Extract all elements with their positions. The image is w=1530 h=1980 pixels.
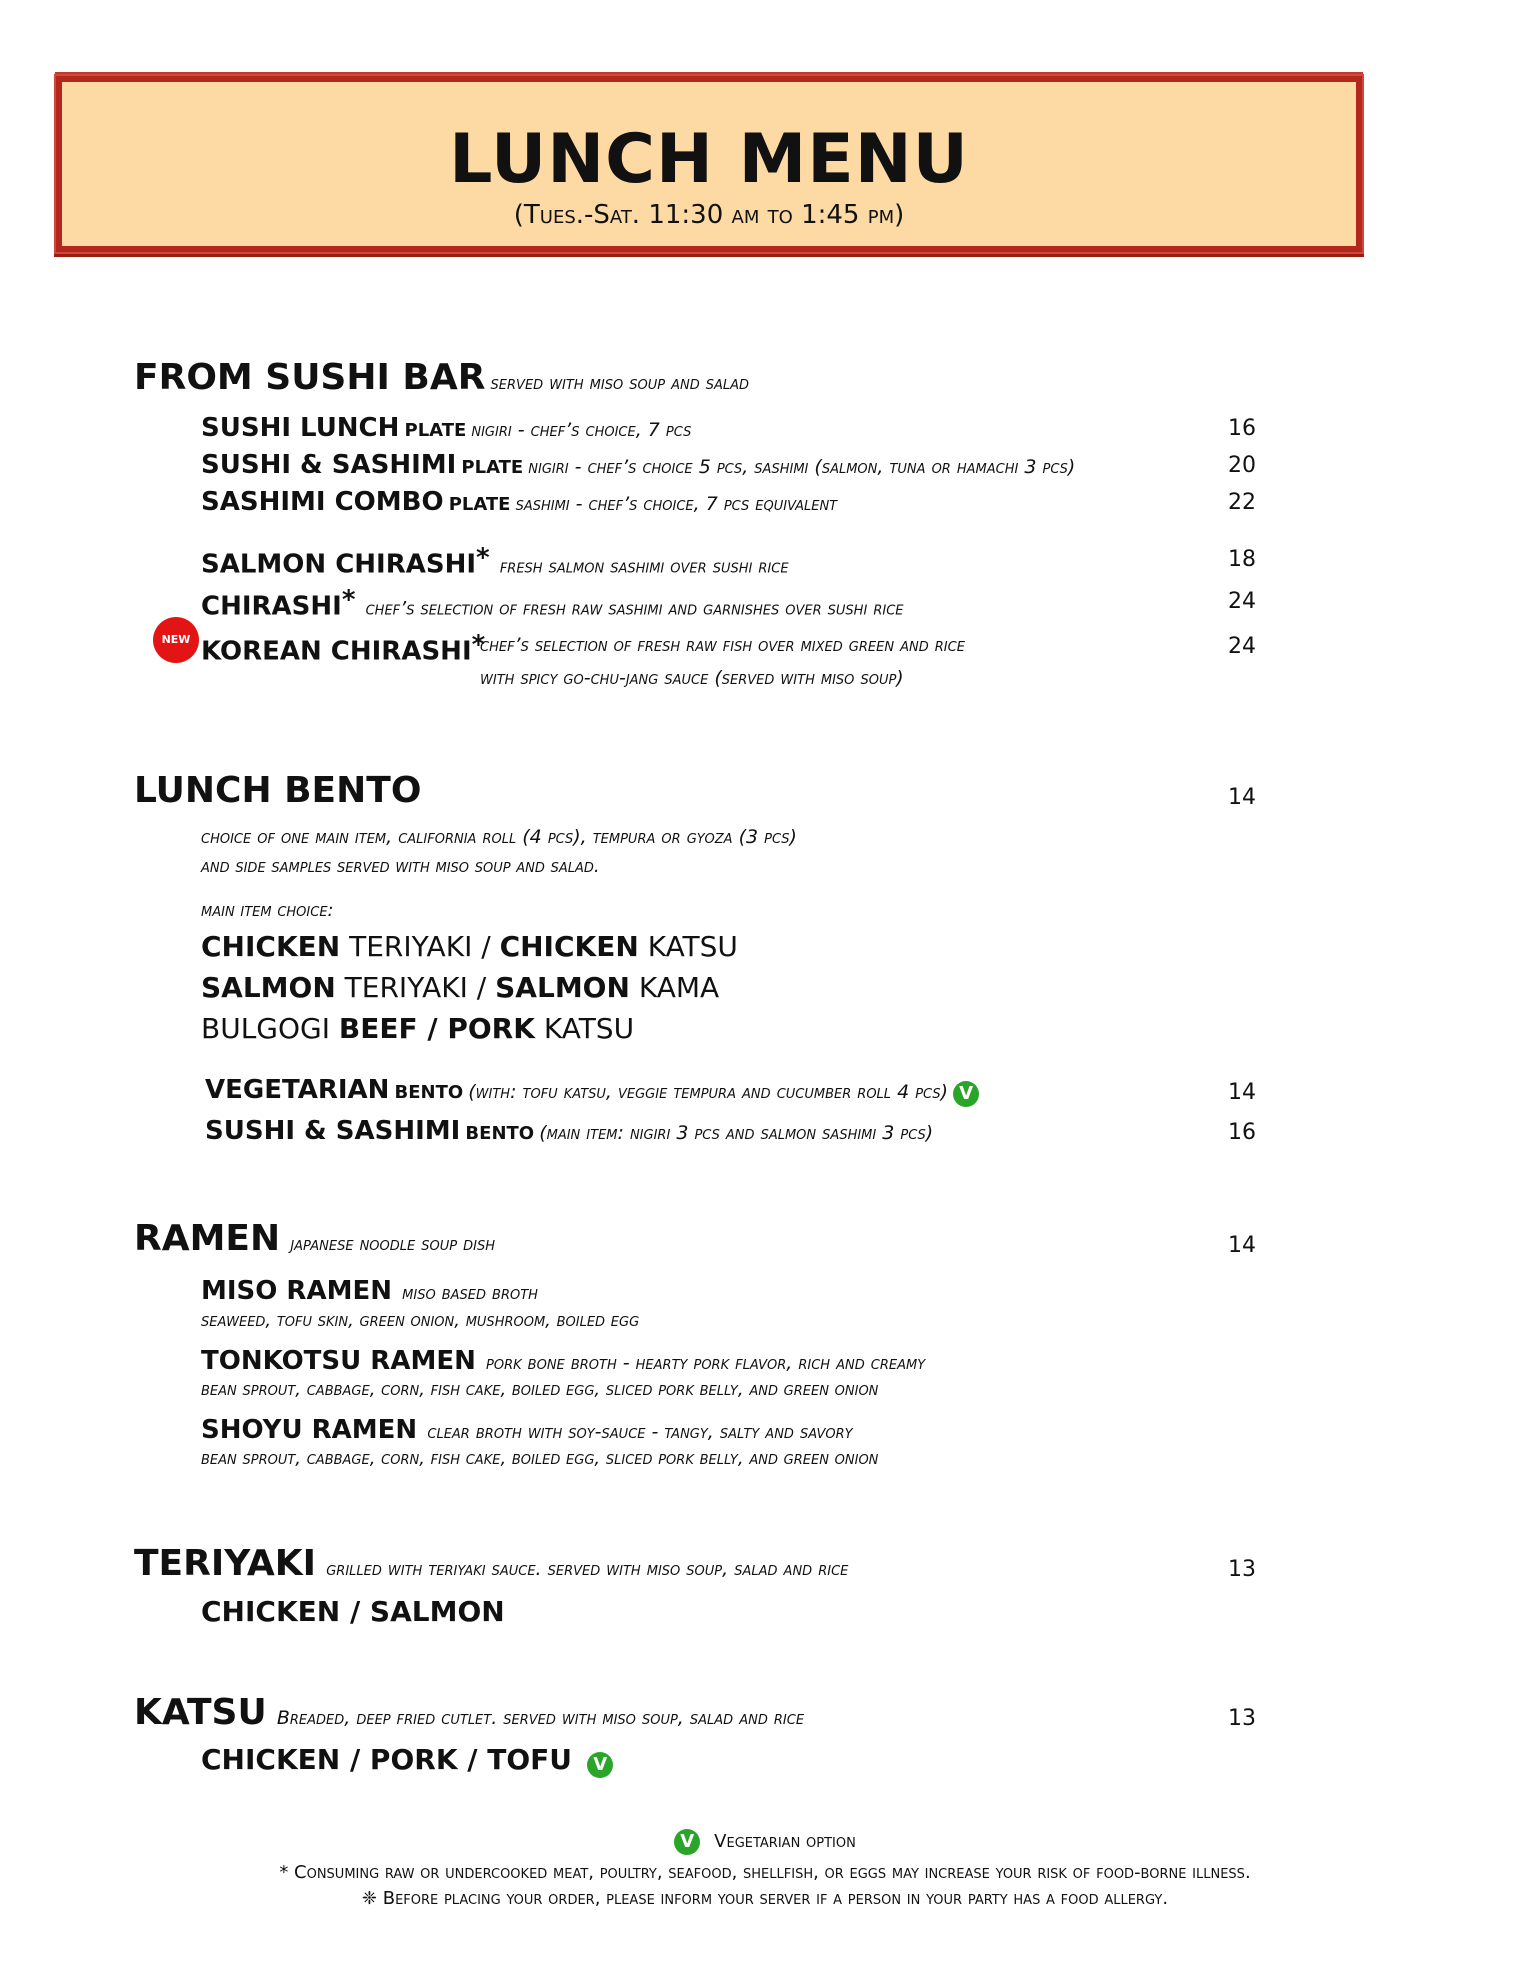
item-toppings: bean sprout, cabbage, corn, fish cake, boiled egg, sliced pork belly, and green onion — [201, 1448, 879, 1469]
menu-item — [201, 543, 789, 579]
legend-label: Vegetarian option — [714, 1831, 856, 1852]
raw-asterisk: * — [471, 630, 486, 660]
section-title: RAMEN — [134, 1218, 281, 1259]
item-desc-line2: with spicy go-chu-jang sauce (served with miso soup) — [480, 667, 904, 689]
menu-header-banner — [56, 76, 1362, 252]
menu-item — [201, 450, 1075, 480]
item-desc: fresh salmon sashimi over sushi rice — [499, 555, 789, 578]
item-desc: miso based broth — [402, 1282, 538, 1304]
item-price: 24 — [1228, 589, 1256, 614]
item-price: 16 — [1228, 1120, 1256, 1145]
section-title: TERIYAKI — [134, 1543, 317, 1584]
item-name: MISO RAMEN — [201, 1276, 392, 1306]
choice-bold: CHICKEN — [499, 930, 639, 963]
menu-item — [201, 487, 837, 517]
choice-bold: BEEF / PORK — [338, 1012, 535, 1045]
item-name: SUSHI & SASHIMI — [201, 450, 457, 480]
item-desc: nigiri - chef’s choice, 7 pcs — [471, 419, 692, 441]
item-desc: (main item: nigiri 3 pcs and salmon sashimi 3 pcs) — [539, 1122, 934, 1144]
ramen-item — [201, 1346, 925, 1376]
section-price: 13 — [1228, 1706, 1256, 1731]
item-suffix: plate — [461, 450, 524, 480]
section-title: LUNCH BENTO — [134, 770, 422, 811]
item-name: KOREAN CHIRASHI — [201, 636, 472, 667]
item-desc: (with: tofu katsu, veggie tempura and cucumber roll 4 pcs) — [468, 1081, 949, 1103]
section-title: FROM SUSHI BAR — [134, 357, 486, 398]
item-name: VEGETARIAN — [205, 1075, 390, 1105]
item-name: SALMON CHIRASHI — [201, 549, 477, 580]
new-badge-icon: NEW — [156, 620, 196, 660]
bento-choice-row — [201, 971, 719, 1004]
item-price: 18 — [1228, 547, 1256, 572]
section-teriyaki-header — [134, 1543, 848, 1584]
menu-item — [205, 1116, 933, 1146]
item-desc: sashimi - chef’s choice, 7 pcs equivalent — [515, 493, 838, 515]
item-name: SUSHI & SASHIMI — [205, 1116, 461, 1146]
item-desc: chef’s selection of fresh raw sashimi and garnishes over sushi rice — [365, 597, 904, 620]
choice-bold: SALMON — [495, 971, 630, 1004]
item-name: SASHIMI COMBO — [201, 487, 444, 517]
menu-title: LUNCH MENU — [449, 120, 969, 199]
section-desc: served with miso soup and salad — [490, 372, 750, 394]
vegetarian-legend — [0, 1829, 1530, 1855]
item-price: 24 — [1228, 634, 1256, 659]
item-desc: nigiri - chef’s choice 5 pcs, sashimi (salmon, tuna or hamachi 3 pcs) — [528, 456, 1076, 478]
section-price: 14 — [1228, 1233, 1256, 1258]
choice-text: KATSU — [638, 930, 738, 963]
item-price: 22 — [1228, 490, 1256, 515]
item-desc: clear broth with soy-sauce - tangy, salty and savory — [427, 1421, 853, 1443]
section-title: KATSU — [134, 1692, 267, 1733]
allergy-notice: ❈ Before placing your order, please inform your server if a person in your party has a food allergy. — [361, 1888, 1169, 1909]
item-name: SUSHI LUNCH — [201, 413, 400, 443]
section-sushi-bar-header — [134, 357, 749, 398]
menu-hours: (Tues.-Sat. 11:30 am to 1:45 pm) — [513, 200, 905, 230]
item-price: 20 — [1228, 453, 1256, 478]
item-suffix: bento — [394, 1075, 464, 1105]
ramen-item — [201, 1276, 538, 1306]
item-name: TONKOTSU RAMEN — [201, 1346, 476, 1376]
choice-bold: CHICKEN — [201, 930, 341, 963]
item-suffix: plate — [404, 413, 467, 443]
choice-label: main item choice: — [201, 900, 334, 921]
choice-text: TERIYAKI / — [335, 971, 496, 1004]
section-katsu-header — [134, 1692, 804, 1733]
item-toppings: seaweed, tofu skin, green onion, mushroom, boiled egg — [201, 1310, 640, 1331]
katsu-options: CHICKEN / PORK / TOFU — [201, 1743, 572, 1776]
choice-text: TERIYAKI / — [340, 930, 500, 963]
item-suffix: plate — [448, 487, 511, 517]
item-toppings: bean sprout, cabbage, corn, fish cake, boiled egg, sliced pork belly, and green onion — [201, 1379, 879, 1400]
item-price: 16 — [1228, 416, 1256, 441]
section-desc: grilled with teriyaki sauce. served with miso soup, salad and rice — [326, 1558, 849, 1580]
item-desc: chef’s selection of fresh raw fish over mixed green and rice — [480, 634, 965, 656]
katsu-options-row — [201, 1743, 613, 1778]
vegetarian-icon: V — [587, 1752, 613, 1778]
menu-item — [201, 630, 485, 666]
vegetarian-icon: V — [674, 1829, 700, 1855]
section-price: 13 — [1228, 1557, 1256, 1582]
menu-item — [201, 585, 903, 621]
item-desc: pork bone broth - hearty pork flavor, rich and creamy — [486, 1352, 926, 1374]
section-ramen-header — [134, 1218, 495, 1259]
raw-asterisk: * — [341, 585, 356, 615]
choice-text: KAMA — [629, 971, 720, 1004]
menu-item — [201, 413, 691, 443]
section-desc: choice of one main item, california roll (4 pcs), tempura or gyoza (3 pcs) — [201, 826, 797, 848]
bento-choice-row — [201, 1012, 634, 1045]
choice-bold: SALMON — [201, 971, 336, 1004]
section-desc-line2: and side samples served with miso soup and salad. — [201, 856, 600, 877]
ramen-item — [201, 1415, 853, 1445]
teriyaki-options: CHICKEN / SALMON — [201, 1595, 505, 1628]
item-name: SHOYU RAMEN — [201, 1415, 418, 1445]
bento-choice-row — [201, 930, 738, 963]
item-suffix: bento — [465, 1116, 535, 1146]
vegetarian-icon: V — [953, 1081, 979, 1107]
section-desc: japanese noodle soup dish — [290, 1233, 496, 1255]
section-desc: Breaded, deep fried cutlet. served with miso soup, salad and rice — [276, 1707, 805, 1729]
section-price: 14 — [1228, 785, 1256, 810]
menu-item — [205, 1075, 979, 1107]
raw-food-warning: * Consuming raw or undercooked meat, poultry, seafood, shellfish, or eggs may increase your risk of food-borne illness. — [279, 1862, 1251, 1883]
choice-text: KATSU — [534, 1012, 635, 1045]
item-price: 14 — [1228, 1080, 1256, 1105]
choice-text: BULGOGI — [201, 1012, 339, 1045]
raw-asterisk: * — [476, 543, 490, 573]
item-name: CHIRASHI — [201, 591, 342, 622]
